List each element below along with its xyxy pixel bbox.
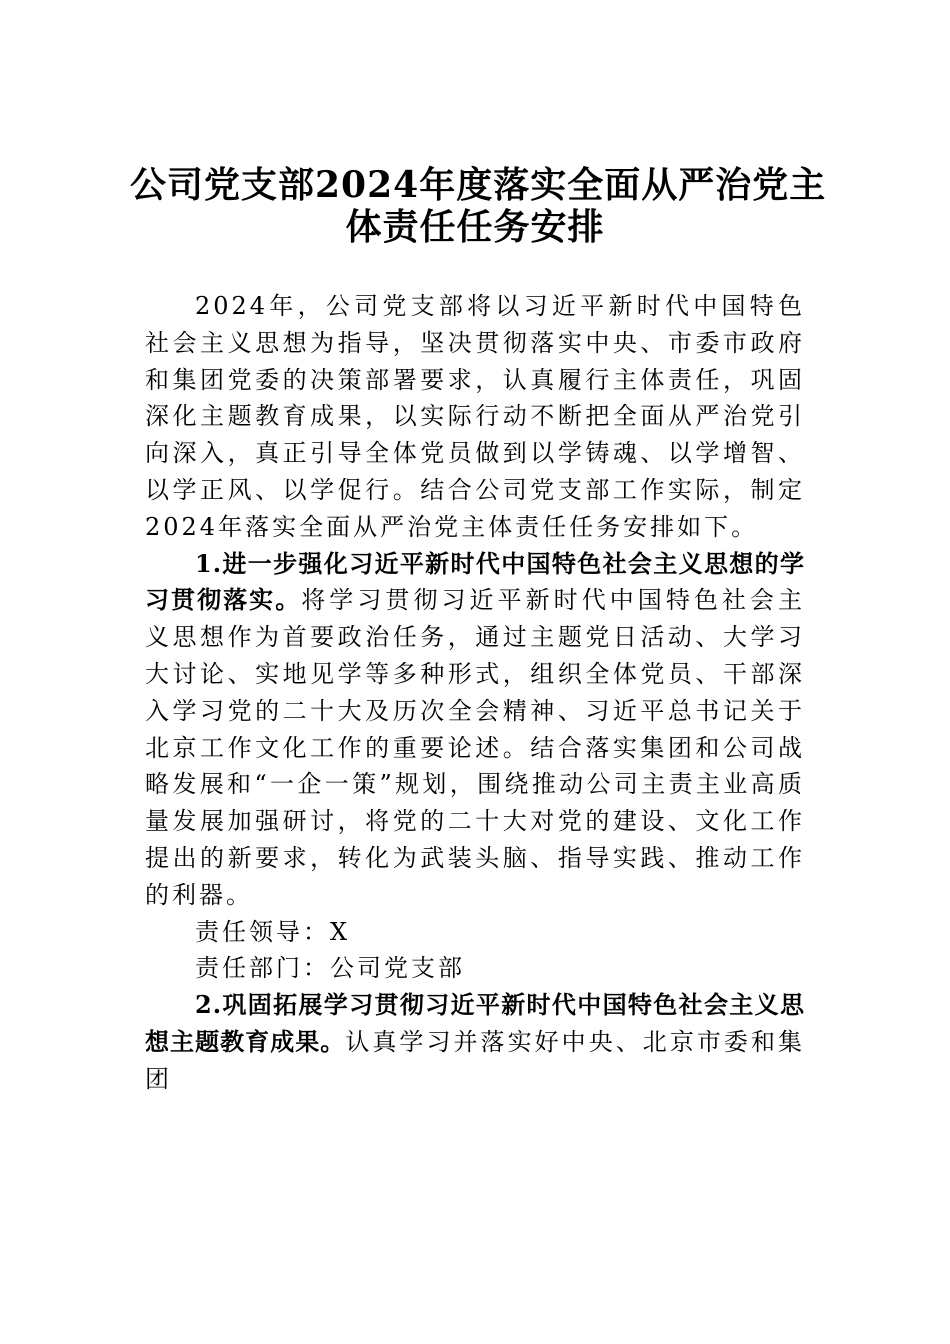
item-1-responsible-department: 责任部门：公司党支部 bbox=[195, 954, 465, 983]
item-1-heading: 1.进一步强化习近平新时代中国特色社会主义思想的学习贯彻落实。 bbox=[145, 548, 805, 615]
item-2-text: 认真学习并落实好中央、北京市委和集团 bbox=[145, 1027, 806, 1093]
item-1-text: 将学习贯彻习近平新时代中国特色社会主义思想作为首要政治任务，通过主题党日活动、大学习大讨论、实地见学等多种形式，组织全体党员、干部深入学习党的二十大及历次全会精神、习近平总书记关于北京工作文化工作的重要论述。结合落实集团和公司战略发展和“一企一策”规划，围绕推动公司主责主业高质量发展加强研讨，将党的二十大对党的建设、文化工作提出的新要求，转化为武装头脑、指导实践、推动工作的利器。 bbox=[145, 586, 806, 909]
document-title-line-1: 公司党支部2024年度落实全面从严治党主 bbox=[130, 164, 827, 206]
item-1-paragraph bbox=[145, 546, 805, 914]
document-title-line-2: 体责任任务安排 bbox=[345, 206, 605, 248]
document-body bbox=[145, 288, 805, 1098]
item-1-responsible-leader: 责任领导：X bbox=[195, 917, 351, 946]
intro-paragraph: 2024年，公司党支部将以习近平新时代中国特色社会主义思想为指导，坚决贯彻落实中央、市委市政府和集团党委的决策部署要求，认真履行主体责任，巩固深化主题教育成果，以实际行动不断把全面从严治党引向深入，真正引导全体党员做到以学铸魂、以学增智、以学正风、以学促行。结合公司党支部工作实际，制定2024年落实全面从严治党主体责任任务安排如下。 bbox=[145, 292, 805, 541]
item-2-heading: 2.巩固拓展学习贯彻习近平新时代中国特色社会主义思想主题教育成果。 bbox=[145, 990, 805, 1056]
item-2-paragraph bbox=[145, 987, 805, 1097]
